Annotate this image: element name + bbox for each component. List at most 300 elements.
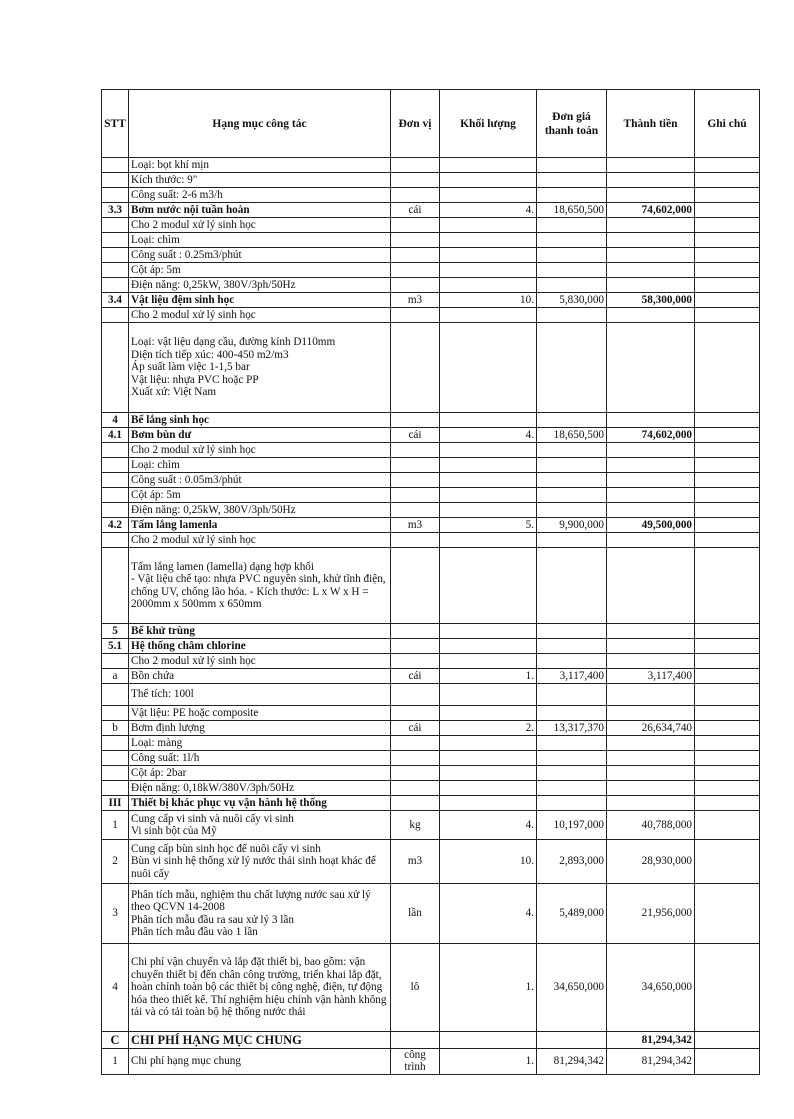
row-qty: 4.: [440, 428, 537, 443]
row-stt: 4: [102, 944, 129, 1032]
row-total: [607, 233, 695, 248]
row-qty: 10.: [440, 293, 537, 308]
header-total: Thành tiền: [607, 90, 695, 158]
table-row: [102, 323, 760, 413]
table-row: [102, 308, 760, 323]
row-note: [695, 766, 760, 781]
row-unit: [391, 413, 440, 428]
row-qty: [440, 308, 537, 323]
row-price: [537, 654, 607, 669]
table-row: [102, 781, 760, 796]
table-row: [102, 624, 760, 639]
row-note: [695, 293, 760, 308]
row-item: Loại: chìm: [129, 233, 391, 248]
row-qty: [440, 796, 537, 811]
row-total: 49,500,000: [607, 518, 695, 533]
row-item: Điện năng: 0,25kW, 380V/3ph/50Hz: [129, 278, 391, 293]
row-item: Cột áp: 2bar: [129, 766, 391, 781]
row-price: [537, 323, 607, 413]
table-row: [102, 840, 760, 884]
row-price: [537, 533, 607, 548]
table-row: [102, 413, 760, 428]
row-price: 18,650,500: [537, 203, 607, 218]
row-item: Vật liệu đệm sinh học: [129, 293, 391, 308]
row-price: [537, 248, 607, 263]
row-qty: [440, 218, 537, 233]
row-unit: [391, 173, 440, 188]
row-note: [695, 308, 760, 323]
row-total: [607, 473, 695, 488]
row-item: Công suất : 0.25m3/phút: [129, 248, 391, 263]
row-item: Cung cấp bùn sinh học để nuôi cấy vi sinh Bùn vi sinh hệ thống xử lý nước thải sinh hoạt khác để nuôi cấy: [129, 840, 391, 884]
row-unit: [391, 624, 440, 639]
row-unit: [391, 263, 440, 278]
row-total: [607, 188, 695, 203]
row-price: [537, 413, 607, 428]
row-qty: [440, 233, 537, 248]
row-stt: 1: [102, 1049, 129, 1075]
row-price: [537, 173, 607, 188]
row-unit: [391, 503, 440, 518]
row-price: [537, 639, 607, 654]
row-item: Chi phí hạng mục chung: [129, 1049, 391, 1075]
row-note: [695, 503, 760, 518]
row-qty: 4.: [440, 884, 537, 944]
row-qty: [440, 624, 537, 639]
row-note: [695, 233, 760, 248]
row-note: [695, 751, 760, 766]
row-stt: [102, 278, 129, 293]
row-price: 2,893,000: [537, 840, 607, 884]
row-item: Loại: chìm: [129, 458, 391, 473]
row-unit: [391, 781, 440, 796]
row-stt: [102, 736, 129, 751]
row-item: Bể khử trùng: [129, 624, 391, 639]
row-unit: m3: [391, 518, 440, 533]
row-qty: [440, 158, 537, 173]
row-item: CHI PHÍ HẠNG MỤC CHUNG: [129, 1032, 391, 1049]
row-item: Cho 2 modul xử lý sinh học: [129, 533, 391, 548]
row-unit: [391, 323, 440, 413]
row-total: 74,602,000: [607, 203, 695, 218]
row-note: [695, 443, 760, 458]
row-qty: [440, 323, 537, 413]
row-stt: [102, 488, 129, 503]
row-stt: 5: [102, 624, 129, 639]
table-row: [102, 458, 760, 473]
row-note: [695, 518, 760, 533]
row-total: [607, 654, 695, 669]
table-row: [102, 669, 760, 684]
row-item: Cột áp: 5m: [129, 488, 391, 503]
row-note: [695, 684, 760, 706]
row-unit: [391, 796, 440, 811]
row-total: 3,117,400: [607, 669, 695, 684]
table-row: [102, 488, 760, 503]
row-total: [607, 158, 695, 173]
row-unit: [391, 751, 440, 766]
row-price: [537, 233, 607, 248]
row-price: [537, 706, 607, 721]
row-item: Bơm nước nội tuần hoàn: [129, 203, 391, 218]
row-item: Cho 2 modul xử lý sinh học: [129, 308, 391, 323]
row-item: Cho 2 modul xử lý sinh học: [129, 443, 391, 458]
row-item: Thiết bị khác phục vụ vận hành hệ thống: [129, 796, 391, 811]
table-row: [102, 473, 760, 488]
row-price: [537, 308, 607, 323]
row-total: 81,294,342: [607, 1032, 695, 1049]
row-note: [695, 811, 760, 840]
table-row: [102, 721, 760, 736]
row-total: [607, 796, 695, 811]
row-unit: lần: [391, 884, 440, 944]
row-unit: [391, 533, 440, 548]
row-item: Cột áp: 5m: [129, 263, 391, 278]
row-qty: 5.: [440, 518, 537, 533]
row-stt: [102, 654, 129, 669]
row-qty: 1.: [440, 669, 537, 684]
row-stt: [102, 233, 129, 248]
row-unit: [391, 308, 440, 323]
row-unit: [391, 278, 440, 293]
row-qty: [440, 781, 537, 796]
table-row: [102, 293, 760, 308]
row-price: 5,830,000: [537, 293, 607, 308]
row-price: 3,117,400: [537, 669, 607, 684]
row-stt: a: [102, 669, 129, 684]
row-qty: [440, 188, 537, 203]
row-qty: [440, 1032, 537, 1049]
row-stt: [102, 473, 129, 488]
table-row: [102, 796, 760, 811]
row-stt: [102, 323, 129, 413]
row-stt: [102, 533, 129, 548]
row-note: [695, 473, 760, 488]
row-note: [695, 781, 760, 796]
table-row: [102, 811, 760, 840]
row-unit: cái: [391, 428, 440, 443]
row-unit: cái: [391, 203, 440, 218]
table-row: [102, 503, 760, 518]
row-total: [607, 248, 695, 263]
row-note: [695, 188, 760, 203]
row-total: [607, 684, 695, 706]
row-price: [537, 766, 607, 781]
row-total: [607, 443, 695, 458]
row-qty: 10.: [440, 840, 537, 884]
row-total: [607, 458, 695, 473]
row-unit: m3: [391, 840, 440, 884]
header-note: Ghi chú: [695, 90, 760, 158]
header-unit: Đơn vị: [391, 90, 440, 158]
row-note: [695, 248, 760, 263]
row-price: [537, 624, 607, 639]
row-total: 28,930,000: [607, 840, 695, 884]
row-price: [537, 751, 607, 766]
row-unit: [391, 248, 440, 263]
row-note: [695, 736, 760, 751]
row-stt: [102, 766, 129, 781]
row-total: [607, 503, 695, 518]
row-item: Cho 2 modul xử lý sinh học: [129, 654, 391, 669]
row-stt: 3.3: [102, 203, 129, 218]
row-stt: 3: [102, 884, 129, 944]
row-note: [695, 488, 760, 503]
row-qty: [440, 473, 537, 488]
row-item: Công suất : 0.05m3/phút: [129, 473, 391, 488]
row-total: [607, 488, 695, 503]
row-total: [607, 278, 695, 293]
row-qty: [440, 706, 537, 721]
row-price: [537, 458, 607, 473]
row-total: 81,294,342: [607, 1049, 695, 1075]
row-price: [537, 548, 607, 624]
row-note: [695, 203, 760, 218]
table-row: [102, 1032, 760, 1049]
row-note: [695, 706, 760, 721]
row-unit: [391, 736, 440, 751]
row-stt: [102, 503, 129, 518]
table-row: [102, 751, 760, 766]
row-unit: kg: [391, 811, 440, 840]
row-stt: b: [102, 721, 129, 736]
row-stt: 2: [102, 840, 129, 884]
row-total: [607, 781, 695, 796]
row-stt: C: [102, 1032, 129, 1049]
row-item: Bơm định lượng: [129, 721, 391, 736]
header-qty: Khối lượng: [440, 90, 537, 158]
row-price: [537, 443, 607, 458]
row-unit: [391, 158, 440, 173]
row-item: Vật liệu: PE hoặc composite: [129, 706, 391, 721]
row-unit: [391, 766, 440, 781]
row-stt: [102, 751, 129, 766]
row-total: [607, 173, 695, 188]
row-qty: 4.: [440, 811, 537, 840]
row-item: Điện năng: 0,25kW, 380V/3ph/50Hz: [129, 503, 391, 518]
row-note: [695, 884, 760, 944]
row-stt: [102, 263, 129, 278]
table-row: [102, 203, 760, 218]
row-total: [607, 706, 695, 721]
row-qty: [440, 488, 537, 503]
row-qty: [440, 684, 537, 706]
row-total: [607, 218, 695, 233]
row-note: [695, 458, 760, 473]
row-total: [607, 751, 695, 766]
row-qty: [440, 533, 537, 548]
row-stt: [102, 458, 129, 473]
row-unit: [391, 188, 440, 203]
row-price: [537, 503, 607, 518]
row-stt: [102, 706, 129, 721]
row-stt: [102, 781, 129, 796]
row-unit: cái: [391, 721, 440, 736]
table-row: [102, 158, 760, 173]
header-stt: STT: [102, 90, 129, 158]
row-note: [695, 428, 760, 443]
row-unit: [391, 1032, 440, 1049]
row-price: [537, 473, 607, 488]
row-note: [695, 533, 760, 548]
row-qty: [440, 173, 537, 188]
row-total: 74,602,000: [607, 428, 695, 443]
row-note: [695, 1049, 760, 1075]
row-note: [695, 654, 760, 669]
row-unit: [391, 233, 440, 248]
row-total: 21,956,000: [607, 884, 695, 944]
row-price: [537, 796, 607, 811]
row-total: [607, 736, 695, 751]
row-item: Bơm bùn dư: [129, 428, 391, 443]
table-row: [102, 278, 760, 293]
table-row: [102, 218, 760, 233]
row-price: [537, 158, 607, 173]
row-unit: cái: [391, 669, 440, 684]
row-note: [695, 413, 760, 428]
row-qty: [440, 639, 537, 654]
row-item: Công suất: 1l/h: [129, 751, 391, 766]
row-stt: [102, 158, 129, 173]
row-stt: 4: [102, 413, 129, 428]
row-price: 5,489,000: [537, 884, 607, 944]
row-unit: [391, 488, 440, 503]
row-stt: 4.1: [102, 428, 129, 443]
row-qty: [440, 503, 537, 518]
row-qty: [440, 263, 537, 278]
row-stt: [102, 548, 129, 624]
row-total: [607, 548, 695, 624]
table-row: [102, 884, 760, 944]
header-price: Đơn giá thanh toán: [537, 90, 607, 158]
row-total: [607, 308, 695, 323]
row-qty: [440, 443, 537, 458]
row-unit: công trình: [391, 1049, 440, 1075]
table-row: [102, 173, 760, 188]
table-row: [102, 944, 760, 1032]
row-note: [695, 218, 760, 233]
row-price: 34,650,000: [537, 944, 607, 1032]
table-row: [102, 533, 760, 548]
row-item: Điện năng: 0,18kW/380V/3ph/50Hz: [129, 781, 391, 796]
row-total: 40,788,000: [607, 811, 695, 840]
row-qty: [440, 654, 537, 669]
row-qty: [440, 548, 537, 624]
row-price: [537, 263, 607, 278]
row-note: [695, 323, 760, 413]
row-item: Bồn chứa: [129, 669, 391, 684]
row-stt: 5.1: [102, 639, 129, 654]
row-unit: [391, 684, 440, 706]
row-item: Cung cấp vi sinh và nuôi cấy vi sinh Vi sinh bột của Mỹ: [129, 811, 391, 840]
row-price: 9,900,000: [537, 518, 607, 533]
table-row: [102, 684, 760, 706]
row-total: [607, 533, 695, 548]
row-price: 18,650,500: [537, 428, 607, 443]
table-row: [102, 443, 760, 458]
row-total: [607, 413, 695, 428]
row-item: Kích thước: 9": [129, 173, 391, 188]
row-stt: [102, 173, 129, 188]
row-item: Bể lắng sinh học: [129, 413, 391, 428]
row-qty: [440, 278, 537, 293]
row-note: [695, 944, 760, 1032]
row-item: Hệ thống châm chlorine: [129, 639, 391, 654]
row-note: [695, 1032, 760, 1049]
row-stt: [102, 684, 129, 706]
row-note: [695, 263, 760, 278]
row-note: [695, 173, 760, 188]
row-qty: 1.: [440, 944, 537, 1032]
row-total: [607, 766, 695, 781]
row-stt: [102, 443, 129, 458]
row-price: 10,197,000: [537, 811, 607, 840]
row-total: [607, 624, 695, 639]
row-total: [607, 639, 695, 654]
row-item: Cho 2 modul xử lý sinh học: [129, 218, 391, 233]
row-total: 58,300,000: [607, 293, 695, 308]
row-note: [695, 158, 760, 173]
row-price: [537, 488, 607, 503]
row-price: 13,317,370: [537, 721, 607, 736]
row-unit: [391, 654, 440, 669]
row-note: [695, 278, 760, 293]
row-total: [607, 323, 695, 413]
row-qty: [440, 766, 537, 781]
row-price: [537, 781, 607, 796]
header-item: Hạng mục công tác: [129, 90, 391, 158]
row-unit: [391, 548, 440, 624]
row-note: [695, 840, 760, 884]
table-row: [102, 1049, 760, 1075]
row-stt: [102, 248, 129, 263]
row-note: [695, 548, 760, 624]
row-unit: [391, 706, 440, 721]
row-stt: III: [102, 796, 129, 811]
table-row: [102, 639, 760, 654]
row-unit: m3: [391, 293, 440, 308]
row-note: [695, 624, 760, 639]
row-price: 81,294,342: [537, 1049, 607, 1075]
row-price: [537, 188, 607, 203]
table-row: [102, 548, 760, 624]
row-item: Loại: vật liệu dạng cầu, đường kính D110mm Diện tích tiếp xúc: 400-450 m2/m3 Áp suất làm việc 1-1,5 bar Vật liệu: nhựa PVC hoặc PP Xuất xứ: Việt Nam: [129, 323, 391, 413]
row-qty: 2.: [440, 721, 537, 736]
row-unit: [391, 218, 440, 233]
row-item: Loại: màng: [129, 736, 391, 751]
row-qty: [440, 413, 537, 428]
row-note: [695, 721, 760, 736]
table-row: [102, 248, 760, 263]
row-unit: [391, 443, 440, 458]
row-note: [695, 669, 760, 684]
row-item: Chi phí vận chuyển và lắp đặt thiết bị, bao gồm: vận chuyển thiết bị đến chân công trường, triển khai lắp đặt, hoàn chỉnh toàn bộ các thiết bị công nghệ, điện, tự động hóa theo thiết kế. Thí nghiệm hiệu chỉnh vận hành không tải và có tải toàn bộ hệ thống nước thải: [129, 944, 391, 1032]
row-price: [537, 736, 607, 751]
row-stt: [102, 218, 129, 233]
row-qty: 1.: [440, 1049, 537, 1075]
row-qty: [440, 248, 537, 263]
row-item: Phân tích mẫu, nghiệm thu chất lượng nước sau xử lý theo QCVN 14-2008 Phân tích mẫu đầu ra sau xử lý 3 lần Phân tích mẫu đầu vào 1 lần: [129, 884, 391, 944]
row-item: Loại: bọt khí mịn: [129, 158, 391, 173]
table-row: [102, 188, 760, 203]
row-item: Công suất: 2-6 m3/h: [129, 188, 391, 203]
table-row: [102, 706, 760, 721]
table-row: [102, 766, 760, 781]
row-qty: 4.: [440, 203, 537, 218]
row-price: [537, 278, 607, 293]
row-total: 34,650,000: [607, 944, 695, 1032]
cost-estimate-table: [101, 89, 760, 1075]
